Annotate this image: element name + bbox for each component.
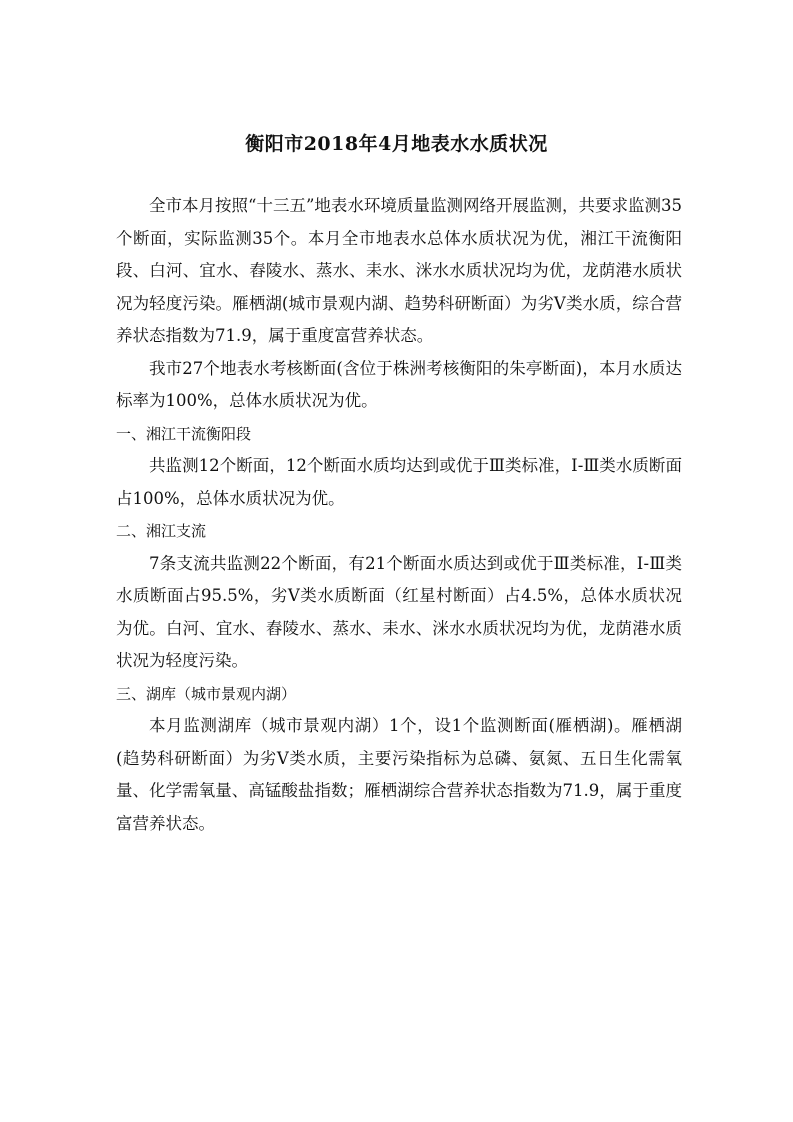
paragraph-tributaries: 7条支流共监测22个断面，有21个断面水质达到或优于Ⅲ类标准，Ⅰ-Ⅲ类水质断面占95.5%，劣Ⅴ类水质断面（红星村断面）占4.5%，总体水质状况为优。白河、宜水、舂陵水、蒸水、耒水、洣水水质状况均为优，龙荫港水质状况为轻度污染。: [116, 553, 682, 670]
section-heading-lakes: 三、湖库（城市景观内湖）: [116, 684, 297, 703]
section-heading-mainstream: 一、湘江干流衡阳段: [116, 424, 252, 443]
section-heading-tributaries: 二、湘江支流: [116, 522, 207, 540]
paragraph-mainstream: 共监测12个断面，12个断面水质均达到或优于Ⅲ类标准，Ⅰ-Ⅲ类水质断面占100%，总体水质状况为优。: [116, 456, 682, 508]
paragraph-lakes: 本月监测湖库（城市景观内湖）1个，设1个监测断面(雁栖湖)。雁栖湖(趋势科研断面）为劣Ⅴ类水质，主要污染指标为总磷、氨氮、五日生化需氧量、化学需氧量、高锰酸盐指数；雁栖湖综合营养状态指数为71.9，属于重度富营养状态。: [116, 716, 682, 833]
document-title: 衡阳市2018年4月地表水水质状况: [245, 133, 548, 155]
paragraph-overview: 全市本月按照“十三五”地表水环境质量监测网络开展监测，共要求监测35个断面，实际监测35个。本月全市地表水总体水质状况为优，湘江干流衡阳段、白河、宜水、舂陵水、蒸水、耒水、洣水水质状况均为优，龙荫港水质状况为轻度污染。雁栖湖(城市景观内湖、趋势科研断面）为劣Ⅴ类水质，综合营养状态指数为71.9，属于重度富营养状态。: [116, 196, 682, 345]
paragraph-assessment: 我市27个地表水考核断面(含位于株洲考核衡阳的朱亭断面)，本月水质达标率为100%，总体水质状况为优。: [116, 358, 682, 410]
document-body: [116, 190, 682, 840]
